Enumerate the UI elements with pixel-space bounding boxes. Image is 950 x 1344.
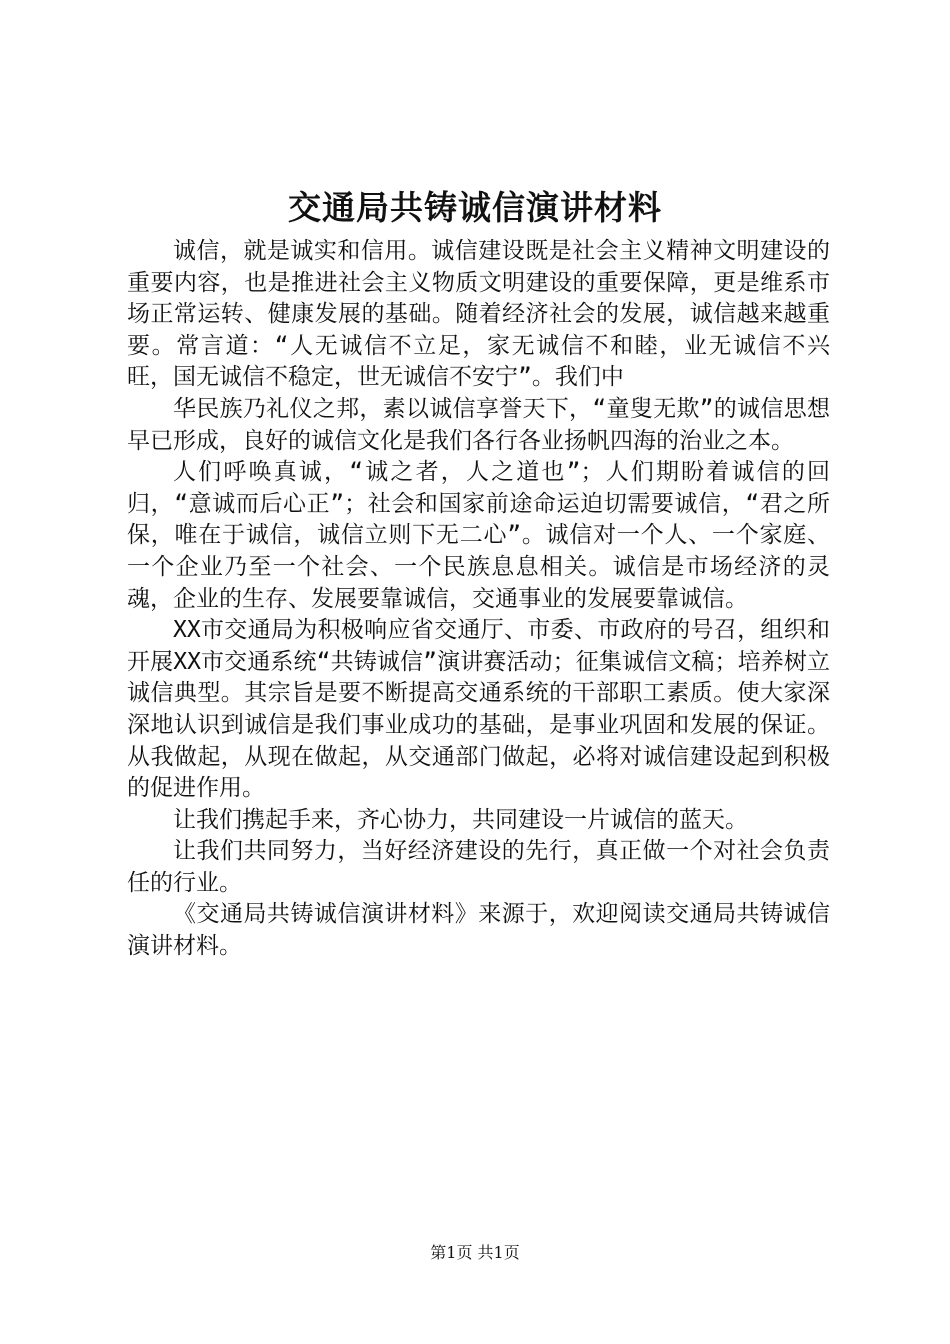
paragraph: XX市交通局为积极响应省交通厅、市委、市政府的号召，组织和开展XX市交通系统“共铸诚信”演讲赛活动；征集诚信文稿；培养树立诚信典型。其宗旨是要不断提高交通系统的干部职工素质。使大家深深地认识到诚信是我们事业成功的基础，是事业巩固和发展的保证。从我做起，从现在做起，从交通部门做起，必将对诚信建设起到积极的促进作用。 [127,617,830,802]
paragraph: 《交通局共铸诚信演讲材料》来源于，欢迎阅读交通局共铸诚信演讲材料。 [127,901,830,960]
paragraph: 让我们携起手来，齐心协力，共同建设一片诚信的蓝天。 [173,806,748,833]
paragraph: 让我们共同努力，当好经济建设的先行，真正做一个对社会负责任的行业。 [127,838,830,896]
page-footer: 第1页 共1页 [430,1243,520,1262]
paragraph: 华民族乃礼仪之邦，素以诚信享誉天下，“童叟无欺”的诚信思想早已形成，良好的诚信文化是我们各行各业扬帆四海的治业之本。 [127,395,830,454]
document-body [127,236,830,963]
paragraph: 人们呼唤真诚，“诚之者，人之道也”；人们期盼着诚信的回归，“意诚而后心正”；社会和国家前途命运迫切需要诚信，“君之所保，唯在于诚信，诚信立则下无二心”。诚信对一个人、一个家庭、一个企业乃至一个社会、一个民族息息相关。诚信是市场经济的灵魂，企业的生存、发展要靠诚信，交通事业的发展要靠诚信。 [127,459,830,612]
document-title: 交通局共铸诚信演讲材料 [288,188,662,227]
paragraph: 诚信，就是诚实和信用。诚信建设既是社会主义精神文明建设的重要内容，也是推进社会主义物质文明建设的重要保障，更是维系市场正常运转、健康发展的基础。随着经济社会的发展，诚信越来越重要。常言道：“人无诚信不立足，家无诚信不和睦，业无诚信不兴旺，国无诚信不稳定，世无诚信不安宁”。我们中 [127,238,830,391]
